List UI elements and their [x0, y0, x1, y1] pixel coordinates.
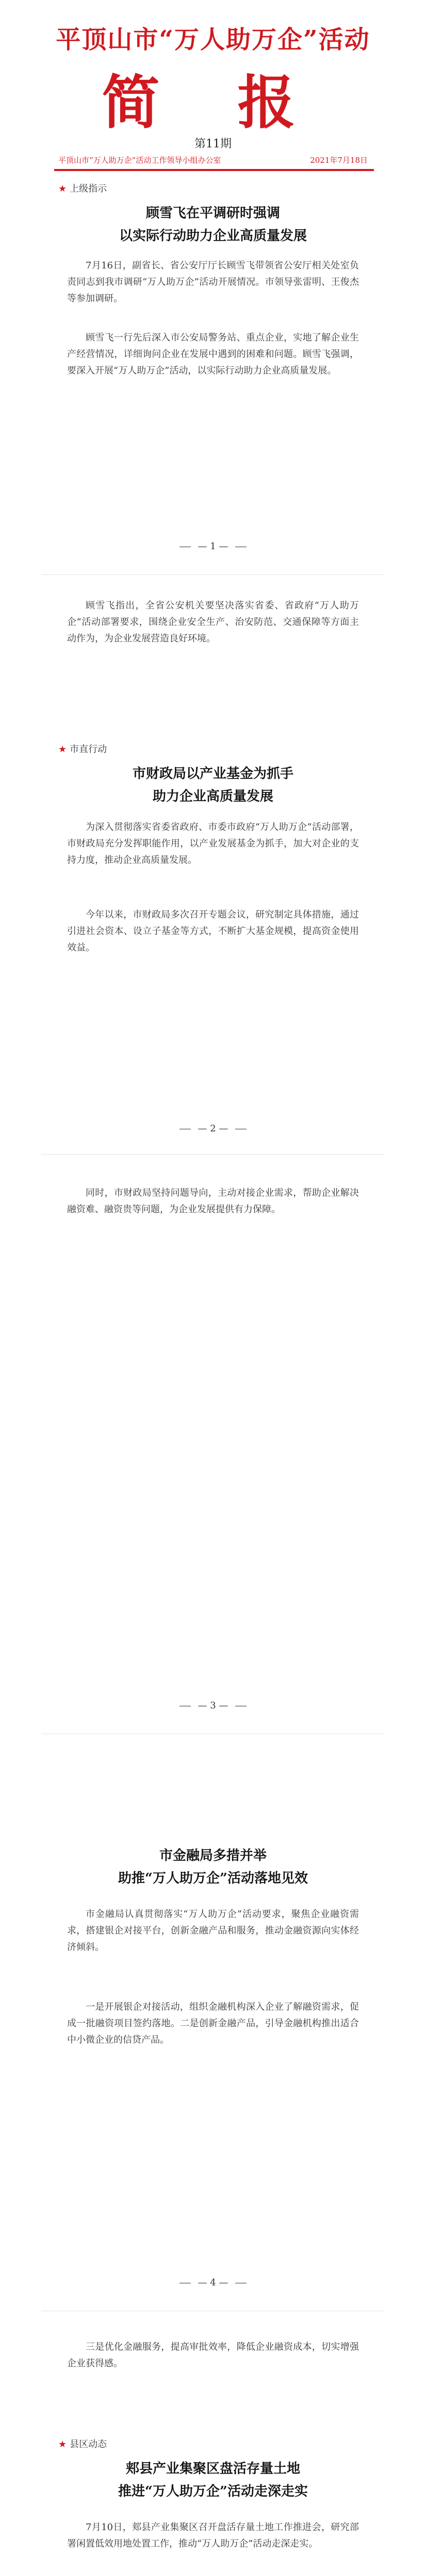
page-divider [41, 1154, 385, 1155]
paragraph: 市金融局认真贯彻落实“万人助万企”活动要求，聚焦企业融资需求，搭建银企对接平台，创新金融产品和服务，推动金融资源向实体经济倾斜。 [67, 1909, 359, 1953]
star-icon: ★ [58, 2439, 67, 2450]
paragraph: 同时，市财政局坚持问题导向，主动对接企业需求，帮助企业解决融资难、融资贵等问题，为企业发展提供有力保障。 [67, 1188, 359, 1215]
star-icon: ★ [58, 183, 67, 194]
red-rule [54, 169, 374, 171]
bulletin-brand: 简 报 [102, 69, 324, 137]
paragraph: 今年以来，市财政局多次召开专题会议，研究制定具体措施，通过引进社会资本、设立子基金等方式，不断扩大基金规模，提高资金使用效益。 [67, 909, 359, 953]
article-title: 市金融局多措并举 助推“万人助万企”活动落地见效 [118, 1848, 308, 1886]
paragraph: 7月16日，副省长、省公安厅厅长顾雪飞带领省公安厅相关处室负责同志到我市调研“万人助万企”活动开展情况。市领导张雷明、王俊杰等参加调研。 [67, 260, 359, 304]
page-number: — 4 — [0, 2277, 426, 2288]
paragraph: 7月10日，郏县产业集聚区召开盘活存量土地工作推进会，研究部署闲置低效用地处置工作，推动“万人助万企”活动走深走实。 [67, 2522, 359, 2549]
star-icon: ★ [58, 744, 67, 755]
section-heading: ★ 县区动态 [58, 2439, 107, 2450]
issue-number: 第11期 [194, 138, 232, 150]
article-title: 市财政局以产业基金为抓手 助力企业高质量发展 [132, 766, 293, 804]
section-heading: ★ 上级指示 [58, 183, 107, 194]
paragraph: 顾雪飞指出，全省公安机关要坚决落实省委、省政府“万人助万企”活动部署要求，围绕企业安全生产、治安防范、交通保障等方面主动作为，为企业发展营造良好环境。 [67, 600, 359, 644]
paragraph: 三是优化金融服务，提高审批效率，降低企业融资成本，切实增强企业获得感。 [67, 2342, 359, 2369]
paragraph: 一是开展银企对接活动，组织金融机构深入企业了解融资需求，促成一批融资项目签约落地。二是创新金融产品，引导金融机构推出适合中小微企业的信贷产品。 [67, 2002, 359, 2045]
paragraph: 顾雪飞一行先后深入市公安局警务站、重点企业，实地了解企业生产经营情况，详细询问企业在发展中遇到的困难和问题。顾雪飞强调，要深入开展“万人助万企”活动，以实际行动助力企业高质量发展。 [67, 332, 359, 376]
paragraph: 为深入贯彻落实省委省政府、市委市政府“万人助万企”活动部署，市财政局充分发挥职能作用，以产业发展基金为抓手，加大对企业的支持力度，推动企业高质量发展。 [67, 822, 359, 866]
article-title: 郏县产业集聚区盘活存量土地 推进“万人助万企”活动走深走实 [118, 2461, 308, 2499]
section-heading: ★ 市直行动 [58, 744, 107, 755]
article-title: 顾雪飞在平调研时强调 以实际行动助力企业高质量发展 [119, 206, 307, 244]
issuer: 平顶山市“万人助万企”活动工作领导小组办公室 [58, 156, 221, 165]
page-number: — 1 — [0, 541, 426, 552]
page-number: — 3 — [0, 1700, 426, 1711]
issue-date: 2021年7月18日 [310, 156, 368, 165]
page-number: — 2 — [0, 1123, 426, 1134]
page-divider [41, 574, 385, 575]
bulletin-title: 平顶山市“万人助万企”活动 [56, 25, 370, 54]
